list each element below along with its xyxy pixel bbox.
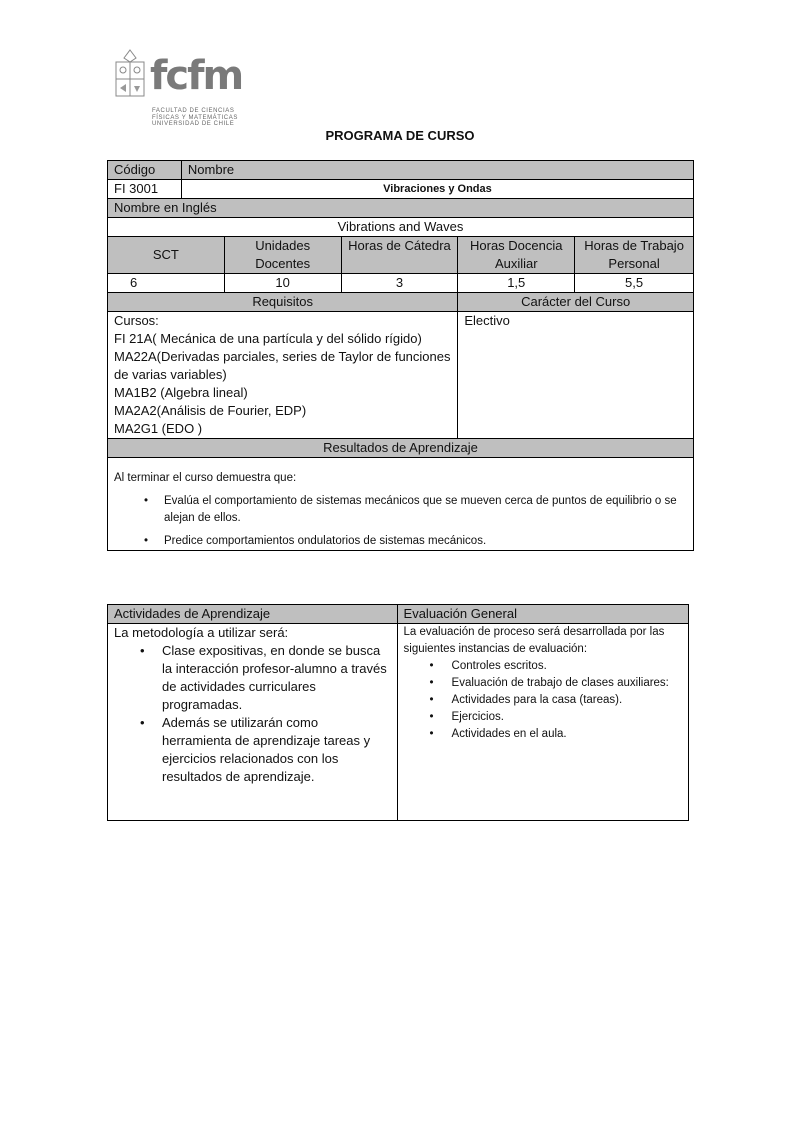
- activity-item: • Clase expositivas, en donde se busca la interacción profesor-alumno a través de actividades curriculares programadas.: [114, 642, 391, 714]
- evaluation-label: Evaluación General: [397, 605, 688, 624]
- results-intro: Al terminar el curso demuestra que:: [114, 472, 297, 484]
- logo-mark: fcfm: [150, 53, 243, 99]
- auxiliary-hours-value: 1,5: [458, 274, 575, 293]
- page-title: PROGRAMA DE CURSO: [325, 128, 475, 143]
- requirement-line: MA22A(Derivadas parciales, series de Taylor de funciones de varias variables): [114, 349, 451, 382]
- personal-hours-header: Horas de Trabajo Personal: [575, 237, 694, 274]
- activity-item: • Además se utilizarán como herramienta de aprendizaje tareas y ejercicios relacionados con los resultados de aprendizaje.: [114, 714, 391, 786]
- evaluation-body: [397, 624, 688, 821]
- character-label: Carácter del Curso: [458, 293, 694, 312]
- personal-hours-value: 5,5: [575, 274, 694, 293]
- requirements-label: Requisitos: [108, 293, 458, 312]
- teaching-units-header: Unidades Docentes: [224, 237, 341, 274]
- activities-intro: La metodología a utilizar será:: [114, 625, 289, 640]
- requirement-line: Cursos:: [114, 313, 159, 328]
- activities-evaluation-table: [107, 604, 689, 821]
- activities-label: Actividades de Aprendizaje: [108, 605, 398, 624]
- result-item: • Predice comportamientos ondulatorios de sistemas mecánicos.: [114, 533, 685, 550]
- logo-subtitle: FACULTAD DE CIENCIAS FÍSICAS Y MATEMÁTICAS UNIVERSIDAD DE CHILE: [152, 108, 238, 127]
- english-name-label: Nombre en Inglés: [108, 199, 694, 218]
- lecture-hours-value: 3: [341, 274, 458, 293]
- sct-header: SCT: [108, 237, 225, 274]
- code-label: Código: [108, 161, 182, 180]
- course-code: FI 3001: [108, 180, 182, 199]
- results-label: Resultados de Aprendizaje: [108, 439, 694, 458]
- course-name: Vibraciones y Ondas: [181, 180, 693, 199]
- english-name: Vibrations and Waves: [108, 218, 694, 237]
- evaluation-item: • Evaluación de trabajo de clases auxiliares:: [404, 675, 682, 692]
- course-character: Electivo: [458, 312, 694, 439]
- requirement-line: MA1B2 (Algebra lineal): [114, 385, 248, 400]
- lecture-hours-header: Horas de Cátedra: [341, 237, 458, 274]
- name-label: Nombre: [181, 161, 693, 180]
- activities-body: [108, 624, 398, 821]
- fcfm-logo: [112, 48, 242, 130]
- result-item: • Evalúa el comportamiento de sistemas mecánicos que se mueven cerca de puntos de equilibrio o se alejan de ellos.: [114, 493, 685, 527]
- sct-value: 6: [108, 274, 225, 293]
- evaluation-item: • Ejercicios.: [404, 709, 682, 726]
- auxiliary-hours-header: Horas Docencia Auxiliar: [458, 237, 575, 274]
- course-info-table: [107, 160, 694, 551]
- requirement-line: MA2A2(Análisis de Fourier, EDP): [114, 403, 307, 418]
- results-body: [108, 458, 694, 551]
- evaluation-item: • Actividades para la casa (tareas).: [404, 692, 682, 709]
- requirements-list: [108, 312, 458, 439]
- requirement-line: MA2G1 (EDO ): [114, 421, 203, 436]
- teaching-units-value: 10: [224, 274, 341, 293]
- university-crest-icon: [112, 48, 148, 100]
- evaluation-item: • Controles escritos.: [404, 658, 682, 675]
- requirement-line: FI 21A( Mecánica de una partícula y del sólido rígido): [114, 331, 422, 346]
- evaluation-intro: La evaluación de proceso será desarrollada por las siguientes instancias de evaluación:: [403, 626, 665, 655]
- evaluation-item: • Actividades en el aula.: [404, 726, 682, 743]
